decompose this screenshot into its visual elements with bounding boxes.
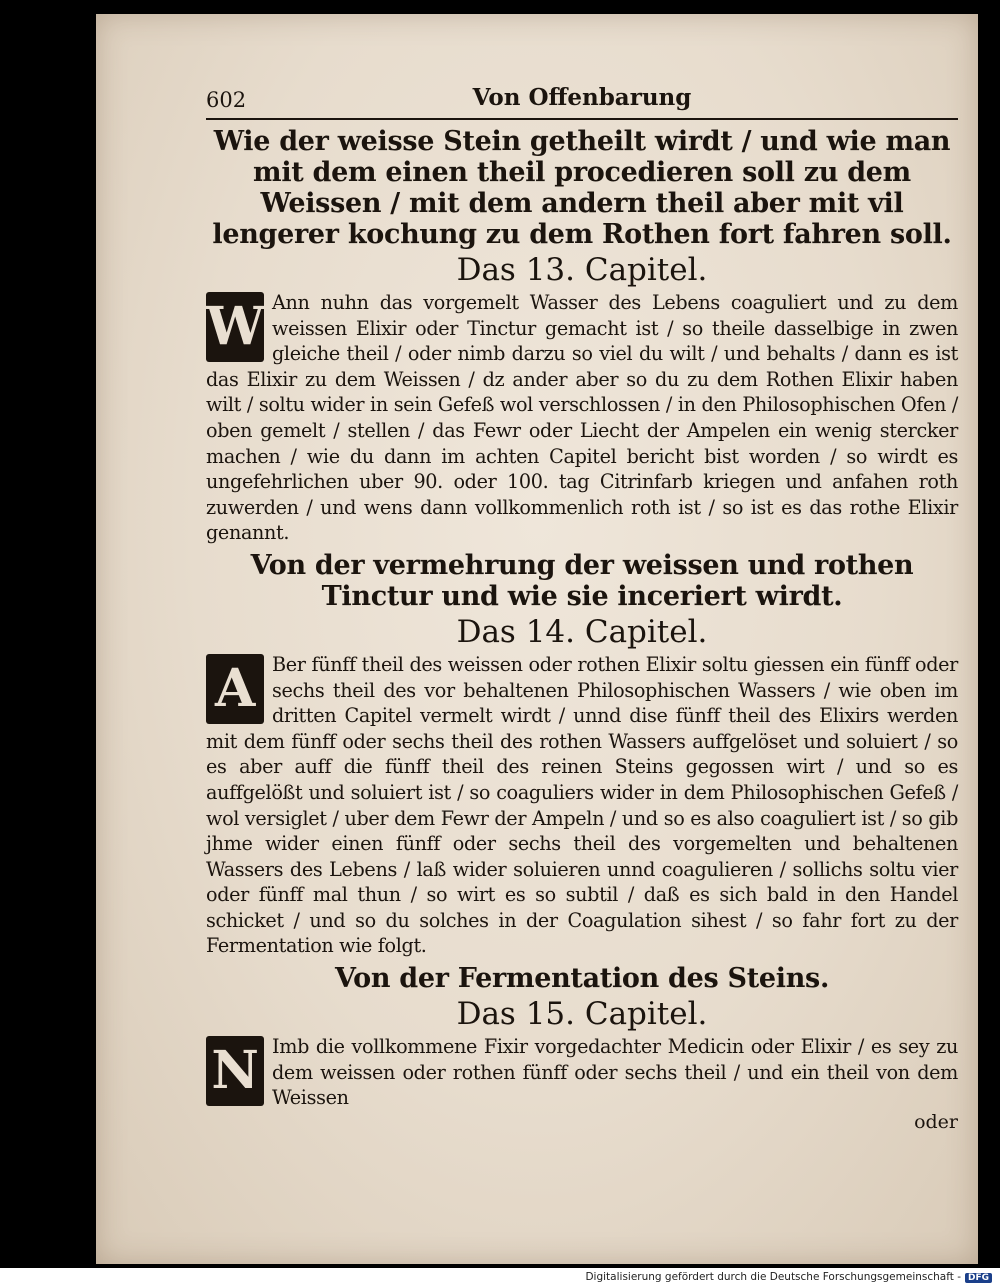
chapter-13-paragraph xyxy=(206,290,958,546)
chapter-title-13: Das 13. Capitel. xyxy=(456,252,708,288)
digitization-credit xyxy=(585,1271,992,1283)
page-text-block xyxy=(206,84,958,1133)
section-heading-14: Von der vermehrung der weissen und rothen Tinctur und wie sie inceriert wirdt. xyxy=(250,549,914,612)
drop-cap-initial: N xyxy=(206,1036,264,1106)
chapter-title-15: Das 15. Capitel. xyxy=(456,996,708,1033)
running-title: Von Offenbarung xyxy=(472,84,692,111)
section-heading-15: Von der Fermentation des Steins. xyxy=(334,963,830,995)
drop-cap-initial: A xyxy=(206,654,264,724)
chapter-title-14: Das 14. Capitel. xyxy=(456,613,708,650)
dfg-logo: DFG xyxy=(965,1273,992,1283)
chapter-13-text: Ann nuhn das vorgemelt Wasser des Lebens coaguliert und zu dem weissen Elixir oder Tinctur gemacht ist / so theile dasselbige in zwen gleiche theil / oder nimb darzu so viel du wilt / und behalts / dann es ist das Elixir zu dem Weissen / dz ander aber so du zu dem Rothen Elixir haben wilt / soltu wider in sein Gefeß wol verschlossen / in den Philosophischen Ofen / oben gemelt / stellen / das Fewr oder Liecht der Ampelen ein wenig stercker machen / wie du dann im achten Capitel bericht bist worden / so wirdt es ungefehrlichen uber 90. oder 100. tag Citrinfarb kriegen und anfahen roth zuwerden / und wens dann vollkommenlich roth ist / so ist es das rothe Elixir genannt. xyxy=(206,291,958,545)
credit-text: Digitalisierung gefördert durch die Deutsche Forschungsgemeinschaft - xyxy=(585,1271,961,1283)
chapter-15-paragraph xyxy=(206,1034,958,1111)
section-heading-13: Wie der weisse Stein getheilt wirdt / und wie man mit dem einen theil procedieren soll zu dem Weissen / mit dem andern theil aber mit vil lengerer kochung zu dem Rothen fort fahren soll. xyxy=(212,126,952,250)
chapter-14-paragraph xyxy=(206,652,958,959)
page-number: 602 xyxy=(206,88,247,112)
chapter-15-text: Imb die vollkommene Fixir vorgedachter Medicin oder Elixir / es sey zu dem weissen oder rothen fünff oder sechs theil / und ein theil von dem Weissen xyxy=(272,1035,958,1110)
chapter-14-text: Ber fünff theil des weissen oder rothen Elixir soltu giessen ein fünff oder sechs theil des vor behaltenen Philosophischen Wassers / wie oben im dritten Capitel vermelt wirdt / unnd dise fünff theil des Elixirs werden mit dem fünff oder sechs theil des rothen Wassers auffgelöset und soluiert / so es aber auff die fünff theil des reinen Steins gegossen wirt / und so es auffgelößt und soluiert ist / so coaguliers wider in dem Philosophischen Gefeß / wol versiglet / uber dem Fewr der Ampeln / und so es also coaguliert ist / so gib jhme wider einen fünff oder sechs theil des vorgemelten und behaltenen Wassers des Lebens / laß wider soluieren unnd coagulieren / sollichs soltu vier oder fünff mal thun / so wirt es so subtil / daß es sich bald in den Handel schicket / und so du solches in der Coagulation sihest / so fahr fort zu der Fermentation wie folgt. xyxy=(206,652,958,958)
catchword: oder xyxy=(914,1110,958,1133)
page-header xyxy=(206,84,958,120)
drop-cap-initial: W xyxy=(206,292,264,362)
